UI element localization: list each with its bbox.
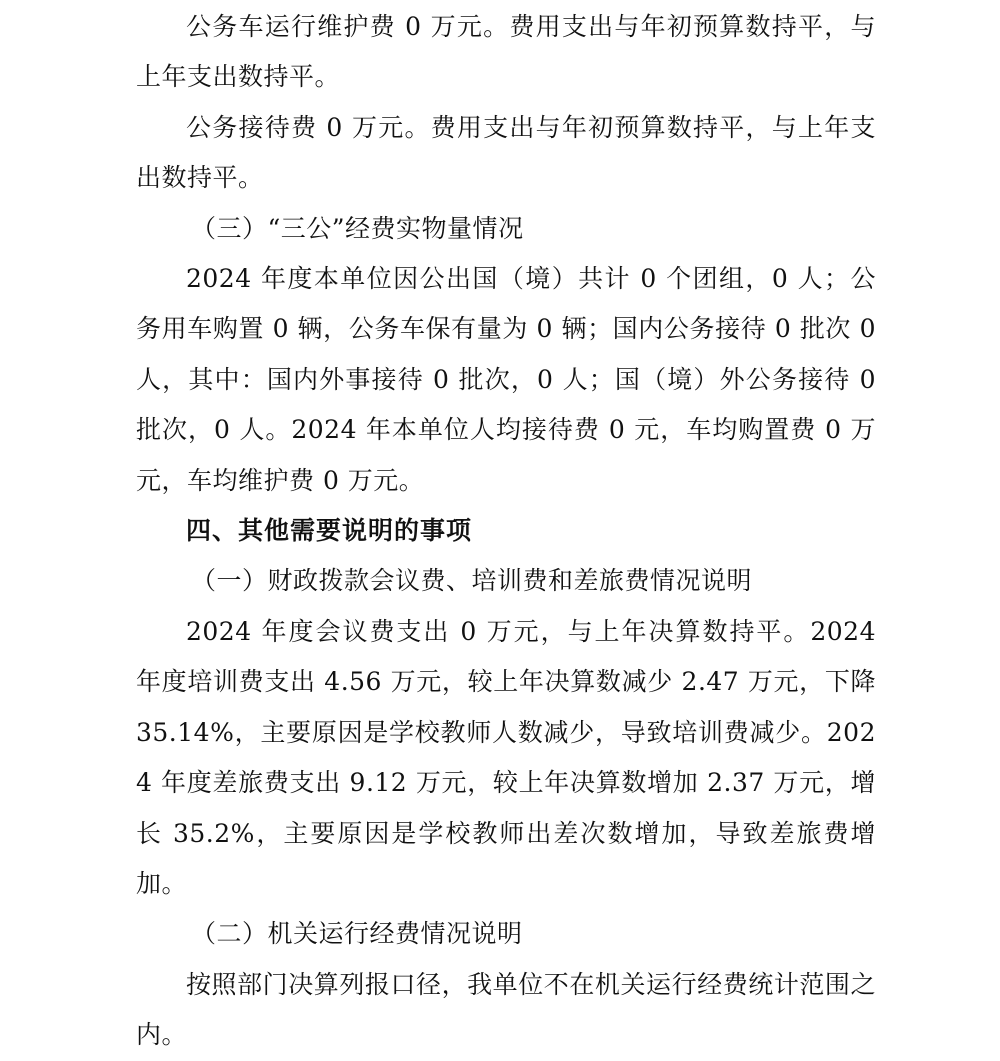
- heading-operating-expenses: （二）机关运行经费情况说明: [191, 919, 523, 949]
- heading-three-public-quantities: （三）“三公”经费实物量情况: [191, 213, 524, 243]
- paragraph-operating-expenses: 按照部门决算列报口径，我单位不在机关运行经费统计范围之内。: [136, 969, 876, 1050]
- paragraph-reception-fee: 公务接待费 0 万元。费用支出与年初预算数持平，与上年支出数持平。: [136, 112, 876, 193]
- document-page: [136, 0, 876, 1061]
- heading-section-four: 四、其他需要说明的事项: [186, 516, 473, 546]
- paragraph-quantities: 2024 年度本单位因公出国（境）共计 0 个团组，0 人；公务用车购置 0 辆，公务车保有量为 0 辆；国内公务接待 0 批次 0 人，其中：国内外事接待 0 批次，0 人；国（境）外公务接待 0 批次，0 人。2024 年本单位人均接待费 0 元，车均购置费 0 万元，车均维护费 0 万元。: [136, 264, 876, 495]
- paragraph-meeting-training-travel: 2024 年度会议费支出 0 万元，与上年决算数持平。2024 年度培训费支出 4.56 万元，较上年决算数减少 2.47 万元，下降 35.14%，主要原因是学校教师人数减少，导致培训费减少。2024 年度差旅费支出 9.12 万元，较上年决算数增加 2.37 万元，增长 35.2%，主要原因是学校教师出差次数增加，导致差旅费增加。: [136, 616, 876, 898]
- heading-meeting-training-travel: （一）财政拨款会议费、培训费和差旅费情况说明: [191, 566, 753, 596]
- paragraph-vehicle-maintenance: 公务车运行维护费 0 万元。费用支出与年初预算数持平，与上年支出数持平。: [136, 12, 876, 92]
